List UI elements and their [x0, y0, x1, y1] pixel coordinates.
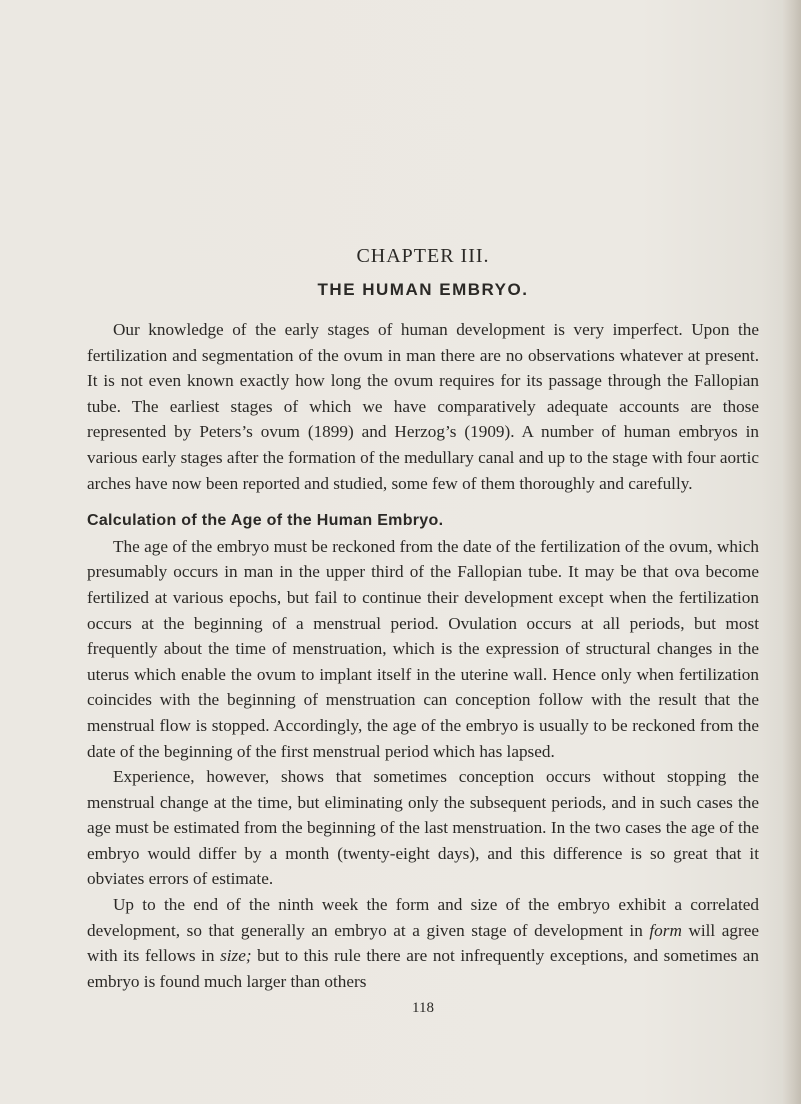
emphasis-form: form [649, 920, 682, 940]
paragraph-1: Our knowledge of the early stages of human development is very imperfect. Upon the fertilization and segmentation of the ovum in man there are no observations whatever at present. It is not even known exactly how long the ovum requires for its passage through the Fallopian tube. The earliest stages of which we have comparatively adequate accounts are those represented by Peters’s ovum (1899) and Herzog’s (1909). A number of human embryos in various early stages after the formation of the medullary canal and up to the stage with four aortic arches have now been reported and studied, some few of them thoroughly and carefully. [87, 320, 759, 493]
paragraph-3: Experience, however, shows that sometimes conception occurs without stopping the menstrual change at the time, but eliminating only the subsequent periods, and in such cases the age must be estimated from the beginning of the last menstruation. In the two cases the age of the embryo would differ by a month (twenty-eight days), and this difference is so great that it obviates errors of estimate. [87, 767, 759, 889]
chapter-heading: CHAPTER III. [356, 245, 490, 267]
paragraph-4-text-1: Up to the end of the ninth week the form and size of the embryo exhibit a correlated development, so that generally an embryo at a given stage of development in [87, 895, 759, 940]
chapter-title: THE HUMAN EMBRYO. [317, 280, 529, 299]
emphasis-size: size; [220, 946, 252, 966]
paragraph-4 [87, 892, 759, 994]
page-edge [783, 0, 801, 1104]
section-heading: Calculation of the Age of the Human Embryo. [87, 512, 444, 530]
paragraph-2: The age of the embryo must be reckoned from the date of the fertilization of the ovum, which presumably occurs in man in the upper third of the Fallopian tube. It may be that ova become fertilized at various epochs, but fail to continue their development except when the fertilization occurs at the beginning of a menstrual period. Ovulation occurs at all periods, but most frequently about the time of menstruation, which is the expression of structural changes in the uterus which enable the ovum to implant itself in the uterine wall. Hence only when fertilization coincides with the beginning of menstruation can conception follow with the result that the menstrual flow is stopped. Accordingly, the age of the embryo is usually to be reckoned from the date of the beginning of the first menstrual period which has lapsed. [87, 536, 759, 761]
paragraph-4-text-3: but to this rule there are not infrequently exceptions, and sometimes an embryo is found much larger than others [87, 946, 759, 991]
page-number: 118 [412, 1000, 434, 1016]
body-text [87, 317, 759, 994]
paragraph-4-text-2: will agree with its fellows in [87, 920, 759, 966]
